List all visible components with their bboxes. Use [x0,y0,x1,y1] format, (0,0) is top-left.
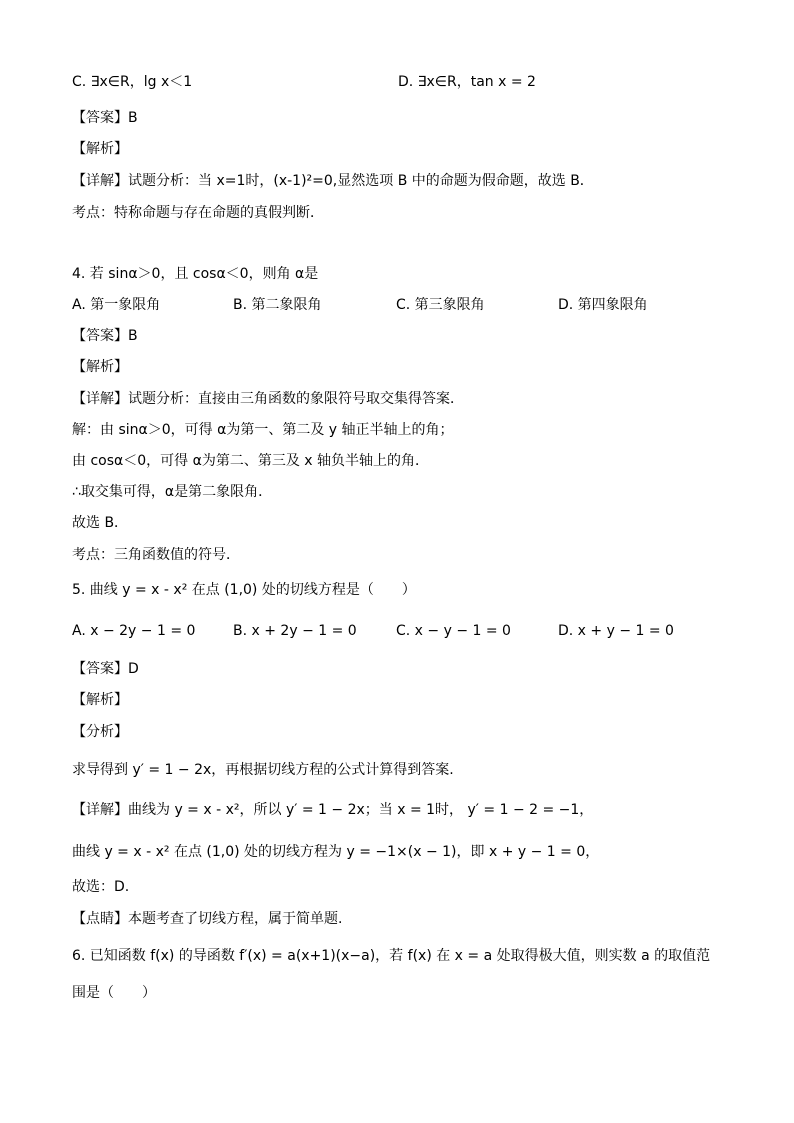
q3-detail: 【详解】试题分析：当 x=1时，(x-1)²=0,显然选项 B 中的命题为假命题，故选 B． [72,173,594,189]
q4-stem: 4. 若 sinα＞0，且 cosα＜0，则角 α是 [72,266,319,282]
q5-option-a: A. x − 2y − 1 = 0 [72,623,196,639]
q4-detail: 【详解】试题分析：直接由三角函数的象限符号取交集得答案． [72,391,464,407]
q3-analysis-heading: 【解析】 [72,141,128,157]
q5-answer: 【答案】D [72,661,139,677]
q5-dianjing: 【点睛】本题考查了切线方程，属于简单题. [72,911,343,927]
q6-stem-line-1: 6. 已知函数 f(x) 的导函数 f′(x) = a(x+1)(x−a)，若 f(x) 在 x = a 处取得极大值，则实数 a 的取值范 [72,948,711,964]
q4-answer: 【答案】B [72,328,138,344]
q4-option-d: D. 第四象限角 [558,297,648,313]
q4-kaodian: 考点：三角函数值的符号． [72,547,240,563]
q5-fenxi-heading: 【分析】 [72,724,128,740]
q5-option-d: D. x + y − 1 = 0 [558,623,674,639]
q5-stem: 5. 曲线 y = x - x² 在点 (1,0) 处的切线方程是（ ） [72,582,416,598]
q5-option-b: B. x + 2y − 1 = 0 [233,623,357,639]
q4-option-b: B. 第二象限角 [233,297,322,313]
q5-choose: 故选：D. [72,879,130,895]
q4-solution-line-2: 由 cosα＜0，可得 α为第二、第三及 x 轴负半轴上的角． [72,453,430,469]
q6-stem-line-2: 围是（ ） [72,985,156,1001]
q3-kaodian: 考点：特称命题与存在命题的真假判断． [72,205,324,221]
q4-option-c: C. 第三象限角 [396,297,485,313]
q5-option-c: C. x − y − 1 = 0 [396,623,511,639]
q3-answer: 【答案】B [72,110,138,126]
q3-option-c: C. ∃x∈R，lg x＜1 [72,74,193,90]
q4-solution-line-3: ∴取交集可得，α是第二象限角． [72,484,273,500]
q5-fenxi: 求导得到 y′ = 1 − 2x，再根据切线方程的公式计算得到答案. [72,762,454,778]
q4-analysis-heading: 【解析】 [72,359,128,375]
q5-analysis-heading: 【解析】 [72,692,128,708]
q3-option-d: D. ∃x∈R，tan x = 2 [398,74,536,90]
q4-option-a: A. 第一象限角 [72,297,161,313]
q4-solution-line-1: 解：由 sinα＞0，可得 α为第一、第二及 y 轴正半轴上的角； [72,422,454,438]
q5-detail: 【详解】曲线为 y = x - x²，所以 y′ = 1 − 2x；当 x = 1时， y′ = 1 − 2 = −1， [72,802,594,818]
q4-choose: 故选 B． [72,515,129,531]
q5-detail-line-2: 曲线 y = x - x² 在点 (1,0) 处的切线方程为 y = −1×(x − 1)，即 x + y − 1 = 0， [72,844,600,860]
